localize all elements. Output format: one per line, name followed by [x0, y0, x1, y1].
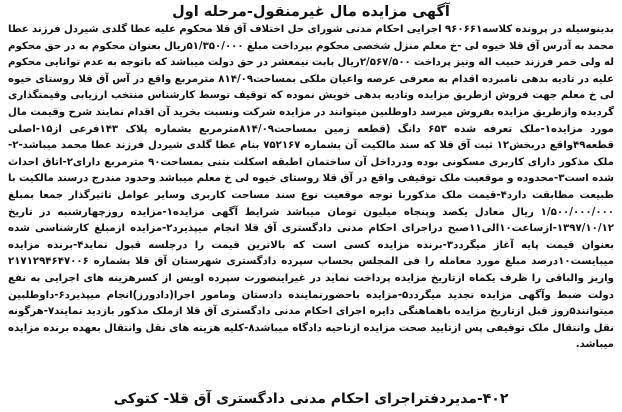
notice-body: بدینوسیله در پرونده کلاسه۹۶۰۶۶۱ اجرایی احکام مدنی شورای حل اختلاف آق قلا محکوم علیه عطا گلدی شیردل فرزند عطا محمد به آدرس آق قلا خیوه لی -خ معلم منزل شخصی محکوم بپرداخت مبلغ ۵۱/۳۵۰/۰۰۰ریال بعنوان محکوم به در حق محکوم له ولی خمر فرزند حبیب اله ونیز پرداخت ۲/۵۶۷/۵۰۰ریال بابت نیمعشر در حق دولت میباشد که باتوجه به عدم توانایی محکوم علیه در تادیه بدهی نامبرده اقدام به معرفی عرصه واعیان ملکی بمساحت۸۱۴/۰۹ مترمربع واقع در آس آق قلا روستای خیوه لی خ معلم جهت فروش ازطریق مزایده وتادیه بدهی خویش نموده که توقیف توسط کارشناس منتخب ارزیابی وقیمتگذاری گردیده وازطریق مزایده بفروش میرسد داوطلبین میتوانند در مزایده شرکت ونسبت بخرید آن اقدام نمایند شرح وقیمت مال مورد مزایده۱-ملک تعرفه شده ۶۵۳ دانگ (قطعه زمین بمساحت۸۱۴/۰۹مترمربع بشماره پلاک ۱۴۳فرعی از۱۵-اصلی قطعه۴۹واقع دربخش۱۲ ثبت آق قلا که سند مالکیت آن بشماره ۷۵۲۱۶۷ بنام عطا گلدی شیردل فرزند عطا محمد میباشد-۲-ملک مذکور دارای کاربری مسکونی بوده ودرداخل آن ساختمان اطبقه اسکلت بتنی بمساحت۹۰ مترمربع دارای۲-اتاق احداث شده است۳-محدوده و موقعیت ملک توقیفی واقع در آق قلا روستای خیوه لی خ معلم میباشد وحدود مندرج درسند مالکیت با طبیعت مطابقت دارد۴-قیمت ملک مذکوربا توجه موقعیت نوع سند مساحت کاربری وسایر عوامل تاثیرگذار جمعا بمبلغ ۱/۵۰۰/۰۰۰/۰۰۰ ریال معادل یکصد وپنجاه میلیون تومان میباشد شرایط آگهی مزایده۱-مزایده روزچهارشنبه در تاریخ ۱۳۹۷/۱۰/۱۲-ازساعت۱۰الی۱۱صبح دراجرای احکام مدنی دادگستری آق قلا انجام میپذیرد۲-مزایده ازمبلغ کارشناسی شده بعنوان قیمت پایه آغاز میگردد۳-برنده مزایده کسی است که بالاترین قیمت را درجلسه قبول نماید۴-برنده مزایده میبایست۱۰درصد مبلغ مورد معامله را فی المجلس بحساب سپرده دادگستری شهرستان آق قلا بشماره ۲۱۷۱۲۹۴۶۴۷۰۰۶ واریز والباقی را ظرف یکماه ازتاریخ مزایده پرداخت نماید در غیراینصورت سپرده اویس از کسرهزینه های اجرایی به نفع دولت ضبط وآگهی مزایده تجدید میگردد۵-مزایده باحضورنماینده دادستان ومامور اجرا(دادورز)انجام میپذیرد۶-داوطلبین میتوانند۵روز قبل ازتاریخ مزایده باهماهنگی دایره اجرای احکام مدنی دادگستری آق قلا ازملک مذکور بازدید نمایند۷-هرگونه نقل وانتقال ملک توقیفی پس ازتایید صحت مزایده ازناحیه دادگاه میباشد۸-کلیه هزینه های نقل وانتقال بعهده برنده مزایده میباشد.: [8, 24, 614, 351]
notice-footer: ۴۰۲-مدیردفتراجرای احکام مدنی دادگستری آق قلا- کتوکی: [113, 391, 509, 407]
notice-title: آگهی مزایده مال غیرمنقول-مرحله اول: [172, 4, 450, 20]
